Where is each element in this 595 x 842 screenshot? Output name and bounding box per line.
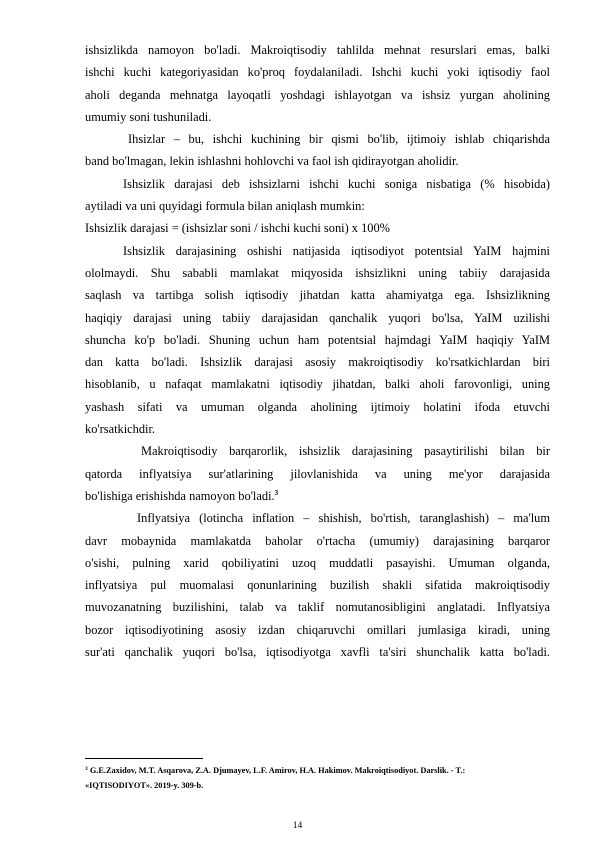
text-line: Ishsizlik darajasi deb ishsizlarni ishchi kuchi soniga nisbatiga (% hisobida): [123, 176, 550, 191]
footnote-number: 3: [85, 766, 88, 772]
footnote-ref[interactable]: 3: [274, 488, 279, 497]
paragraph-1: [85, 39, 550, 128]
text-line: yashash sifati va umuman olganda aholining ijtimoiy holatini ifoda etuvchi: [85, 399, 550, 414]
formula-text: Ishsizlik darajasi = (ishsizlar soni / ishchi kuchi soni) x 100%: [85, 221, 391, 236]
text-line: saqlash va tartibga solish iqtisodiy jihatdan katta ahamiyatga ega. Ishsizlikning: [85, 288, 550, 303]
text-line-content: bo'lishiga erishishda namoyon bo'ladi.: [85, 488, 275, 503]
text-line: ishchi kuchi kategoriyasidan ko'proq foydalaniladi. Ishchi kuchi yoki iqtisodiy faol: [85, 65, 550, 80]
text-line: dan katta bo'ladi. Ishsizlik darajasi asosiy makroiqtisodiy ko'rsatkichlardan biri: [85, 355, 550, 370]
text-line: Ihsizlar – bu, ishchi kuchining bir qismi bo'lib, ijtimoiy ishlab chiqarishda: [128, 132, 550, 147]
page-number: 14: [292, 821, 303, 831]
paragraph-3: [85, 173, 550, 218]
text-line: muvozanatning buzilishini, talab va taklif nomutanosibligini anglatadi. Inflyatsiya: [85, 600, 550, 615]
paragraph-2: [85, 128, 550, 173]
text-line: shuncha ko'p bo'ladi. Shuning uchun ham potentsial hajmdagi YaIM haqiqiy YaIM: [85, 332, 550, 347]
text-line: qatorda inflyatsiya sur'atlarining jilovlanishida va uning me'yor darajasida: [85, 466, 550, 481]
footnote-line: «IQTISODIYOT». 2019-y. 309-b.: [85, 781, 204, 790]
text-line: ko'rsatkichdir.: [85, 422, 156, 437]
footnote-line: [85, 763, 550, 778]
formula-line: [85, 217, 550, 239]
text-line: Ishsizlik darajasining oshishi natijasida iqtisodiyot potentsial YaIM hajmini: [123, 243, 550, 258]
footnote-text: G.E.Zaxidov, M.T. Asqarova, Z.A. Djumayev, L.F. Amirov, H.A. Hakimov. Makroiqtisodiyot. Darslik. - T.:: [89, 766, 466, 775]
text-line: aholi deganda mehnatga layoqatli yoshdagi ishlayotgan va ishsiz yurgan aholining: [85, 87, 550, 102]
text-line: inflyatsiya pul muomalasi qonunlarining buzilish shakli sifatida makroiqtisodiy: [85, 578, 550, 593]
footnote-divider: [85, 758, 203, 759]
text-line: Inflyatsiya (lotincha inflation – shishish, bo'rtish, taranglashish) – ma'lum: [137, 511, 550, 526]
page-body: [85, 39, 550, 663]
text-line: sur'ati qanchalik yuqori bo'lsa, iqtisodiyotga xavfli ta'siri shunchalik katta bo'ladi.: [85, 645, 550, 660]
paragraph-5: [85, 440, 550, 507]
text-line: aytiladi va uni quyidagi formula bilan aniqlash mumkin:: [85, 199, 365, 214]
text-line: davr mobaynida mamlakatda baholar o'rtacha (umumiy) darajasining barqaror: [85, 533, 550, 548]
text-line: ololmaydi. Shu sababli mamlakat miqyosida ishsizlikni uning tabiiy darajasida: [85, 265, 550, 280]
text-line: Makroiqtisodiy barqarorlik, ishsizlik darajasining pasaytirilishi bilan bir: [141, 444, 550, 459]
text-line: umumiy soni tushuniladi.: [85, 109, 212, 124]
text-line: hisoblanib, u nafaqat mamlakatni iqtisodiy jihatdan, balki aholi farovonligi, uning: [85, 377, 550, 392]
text-line: haqiqiy darajasi uning tabiiy darajasidan qanchalik yuqori bo'lsa, YaIM uzilishi: [85, 310, 550, 325]
paragraph-6: [85, 507, 550, 663]
text-line: ishsizlikda namoyon bo'ladi. Makroiqtisodiy tahlilda mehnat resurslari emas, balki: [85, 43, 550, 57]
footnote: [85, 763, 550, 793]
text-line: bozor iqtisodiyotining asosiy izdan chiqaruvchi omillari jumlasiga kiradi, uning: [85, 622, 550, 637]
paragraph-4: [85, 240, 550, 441]
text-line: o'sishi, pulning xarid qobiliyatini uzoq muddatli pasayishi. Umuman olganda,: [85, 555, 550, 570]
text-line: [85, 485, 550, 507]
text-line: band bo'lmagan, lekin ishlashni hohlovchi va faol ish qidirayotgan aholidir.: [85, 154, 459, 169]
